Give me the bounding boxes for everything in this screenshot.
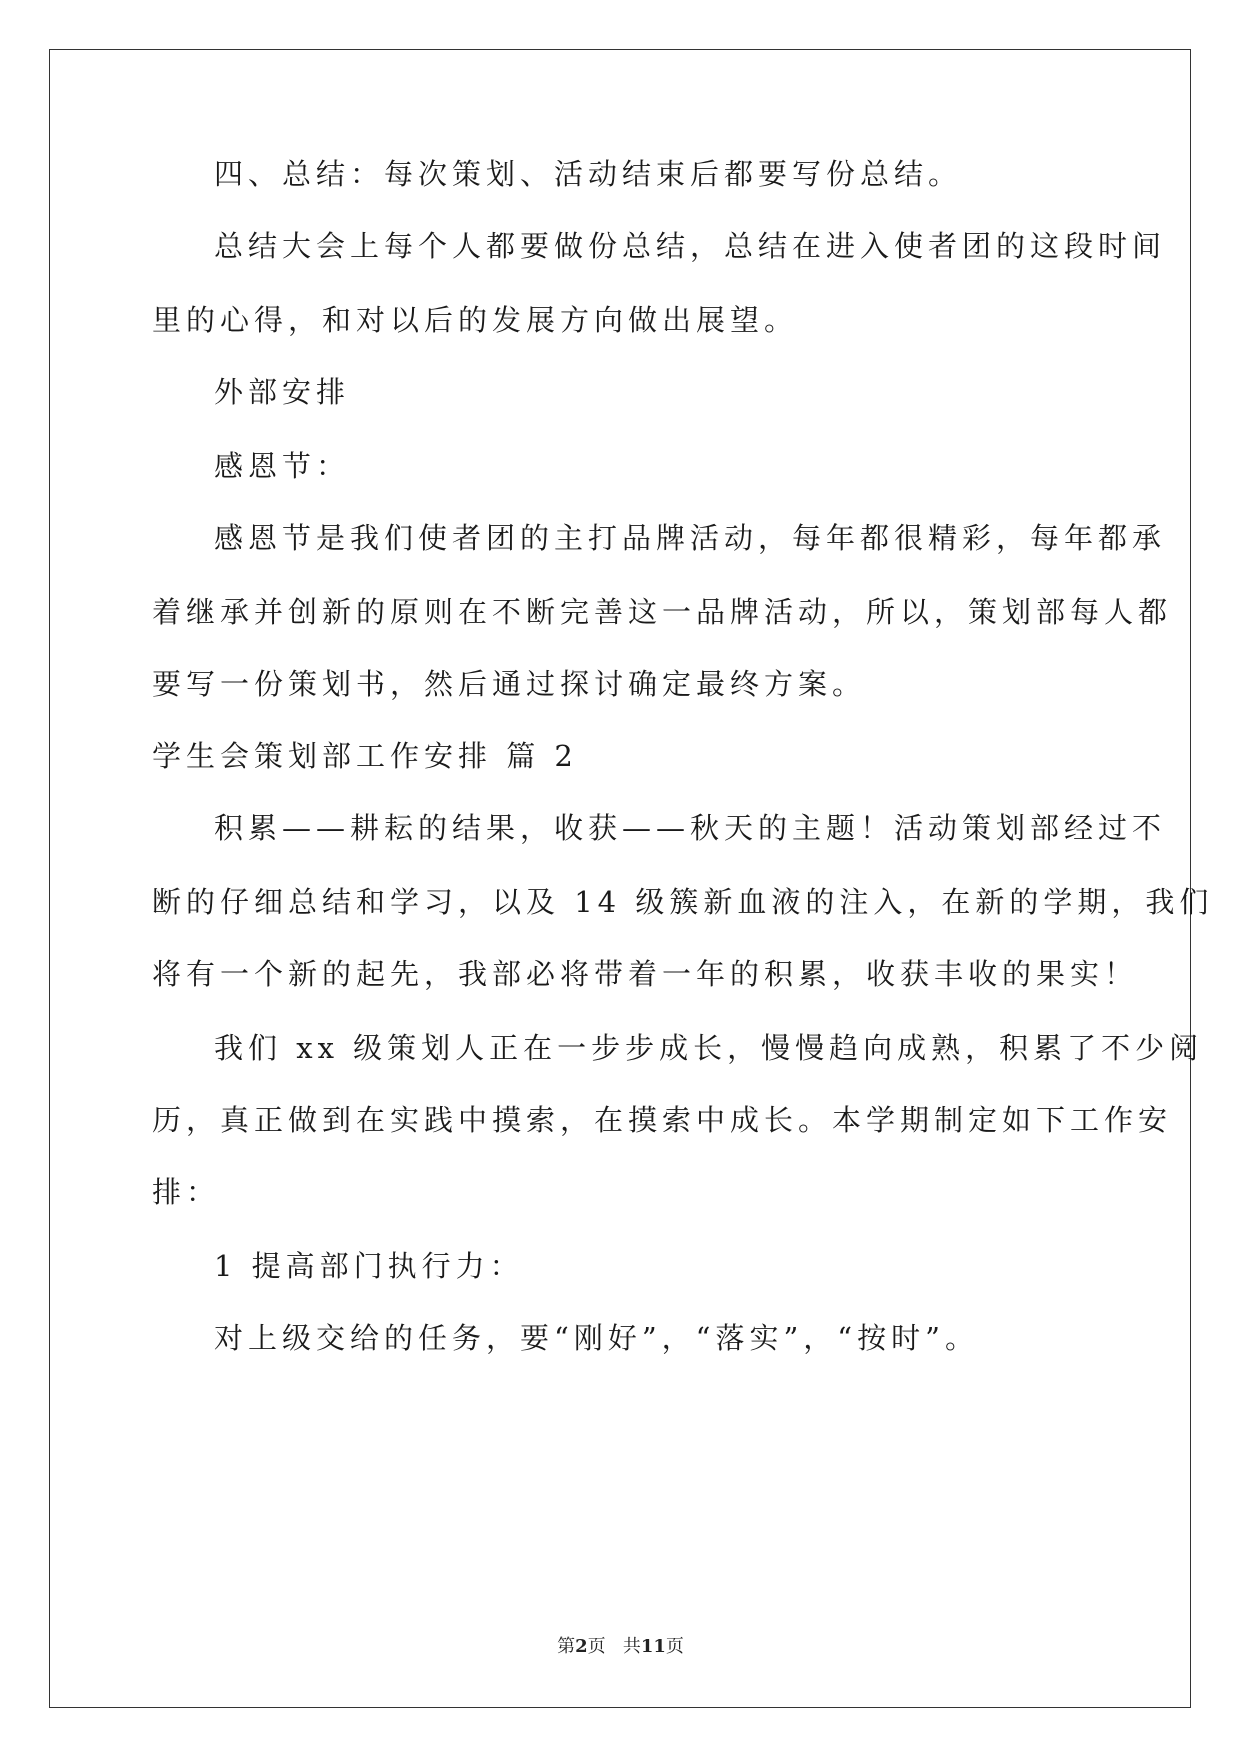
paragraph-line: 历，真正做到在实践中摸索，在摸索中成长。本学期制定如下工作安 — [152, 1103, 1173, 1137]
paragraph-line: 要写一份策划书，然后通过探讨确定最终方案。 — [152, 667, 867, 701]
paragraph-line: 对上级交给的任务，要“刚好”，“落实”，“按时”。 — [214, 1321, 979, 1355]
paragraph-line: 总结大会上每个人都要做份总结，总结在进入使者团的这段时间 — [214, 229, 1167, 263]
total-prefix: 共 — [622, 1636, 641, 1657]
page-number: 2 — [575, 1636, 588, 1657]
page-footer — [0, 1632, 1241, 1658]
paragraph-line: 排： — [152, 1175, 221, 1209]
summary-heading: 四、总结：每次策划、活动结束后都要写份总结。 — [214, 157, 963, 191]
paragraph-line: 我们 xx 级策划人正在一步步成长，慢慢趋向成熟，积累了不少阅 — [214, 1031, 1204, 1065]
paragraph-line: 感恩节是我们使者团的主打品牌活动，每年都很精彩，每年都承 — [214, 521, 1167, 555]
section-heading-external: 外部安排 — [214, 375, 351, 409]
total-pages: 11 — [640, 1636, 666, 1657]
list-item-heading: 1 提高部门执行力： — [214, 1249, 524, 1283]
paragraph-line: 着继承并创新的原则在不断完善这一品牌活动，所以，策划部每人都 — [152, 595, 1173, 629]
paragraph-line: 断的仔细总结和学习，以及 14 级簇新血液的注入，在新的学期，我们 — [152, 885, 1214, 919]
article-title: 学生会策划部工作安排 篇 2 — [152, 739, 578, 773]
page-prefix: 第 — [557, 1636, 576, 1657]
page-suffix: 页 — [587, 1636, 606, 1657]
paragraph-line: 里的心得，和对以后的发展方向做出展望。 — [152, 303, 799, 337]
page-border — [49, 49, 1191, 1708]
paragraph-line: 将有一个新的起先，我部必将带着一年的积累，收获丰收的果实！ — [152, 957, 1139, 991]
paragraph-line: 积累——耕耘的结果，收获——秋天的主题！活动策划部经过不 — [214, 811, 1167, 845]
thanksgiving-heading: 感恩节： — [214, 449, 351, 483]
total-suffix: 页 — [665, 1636, 684, 1657]
